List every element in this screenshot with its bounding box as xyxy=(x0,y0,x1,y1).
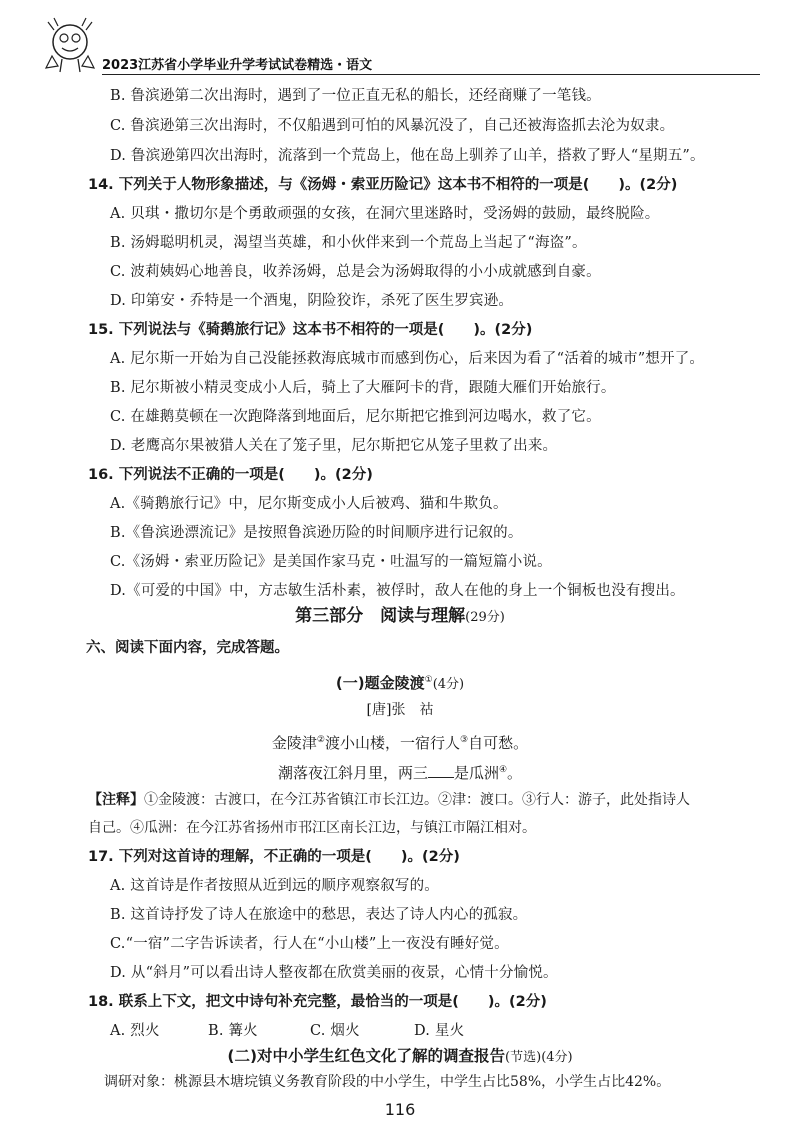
section-six-heading: 六、阅读下面内容，完成答题。 xyxy=(86,640,289,656)
question-15-option-a: A. 尼尔斯一开始为自己没能拯救海底城市而感到伤心，后来因为看了“活着的城市”想开了。 xyxy=(110,351,705,367)
question-16-stem: 16. 下列说法不正确的一项是( )。(2分) xyxy=(88,467,373,483)
part-three-title xyxy=(0,606,800,628)
poem-fill-blank xyxy=(428,763,454,778)
prev-option-d: D. 鲁滨逊第四次出海时，流落到一个荒岛上，他在岛上驯养了山羊，搭救了野人“星期五”。 xyxy=(110,148,705,164)
header-divider xyxy=(102,74,760,75)
notes-line-2: 自己。④瓜洲：在今江苏省扬州市邗江区南长江边，与镇江市隔江相对。 xyxy=(88,820,536,836)
question-14-option-d: D. 印第安・乔特是一个酒鬼，阴险狡诈，杀死了医生罗宾逊。 xyxy=(110,293,514,309)
poem-line-1-footnote-2: ② xyxy=(316,735,325,745)
poem-line-2-part-a: 潮落夜江斜月里，两三 xyxy=(277,764,428,782)
prev-option-c: C. 鲁滨逊第三次出海时，不仅船遇到可怕的风暴沉没了，自己还被海盗抓去沦为奴隶。 xyxy=(110,118,675,134)
question-18-stem: 18. 联系上下文，把文中诗句补充完整，最恰当的一项是( )。(2分) xyxy=(88,994,547,1010)
question-16-option-a: A.《骑鹅旅行记》中，尼尔斯变成小人后被鸡、猫和牛欺负。 xyxy=(110,496,508,512)
poem-line-1-part-b: 渡小山楼，一宿行人 xyxy=(324,734,460,752)
question-17-option-c: C.“一宿”二字告诉读者，行人在“小山楼”上一夜没有睡好觉。 xyxy=(110,936,509,952)
poem-title xyxy=(0,670,800,695)
reading-kids-logo-icon xyxy=(40,16,100,74)
report-title-text: (二)对中小学生红色文化了解的调查报告 xyxy=(227,1047,506,1065)
poem-line-1 xyxy=(0,730,800,753)
report-line-1: 调研对象：桃源县木塘垸镇义务教育阶段的中小学生，中学生占比58%，小学生占比42%。 xyxy=(104,1074,671,1090)
poem-line-1-footnote-3: ③ xyxy=(460,735,469,745)
question-15-option-d: D. 老鹰高尔果被猎人关在了笼子里，尼尔斯把它从笼子里救了出来。 xyxy=(110,438,558,454)
part-three-title-text: 第三部分 阅读与理解 xyxy=(295,606,466,626)
part-three-points: (29分) xyxy=(465,610,505,625)
question-18-option-c: C. 烟火 xyxy=(310,1023,360,1039)
question-18-option-b: B. 篝火 xyxy=(208,1023,258,1039)
poem-line-2-part-c: 。 xyxy=(507,764,523,782)
question-17-option-b: B. 这首诗抒发了诗人在旅途中的愁思，表达了诗人内心的孤寂。 xyxy=(110,907,528,923)
poem-author: [唐]张 祜 xyxy=(366,702,434,718)
poem-line-2-part-b: 是瓜洲 xyxy=(453,764,499,782)
prev-option-b: B. 鲁滨逊第二次出海时，遇到了一位正直无私的船长，还经商赚了一笔钱。 xyxy=(110,88,601,104)
question-17-option-a: A. 这首诗是作者按照从近到远的顺序观察叙写的。 xyxy=(110,878,439,894)
poem-points: (4分) xyxy=(432,677,465,692)
question-16-option-d: D.《可爱的中国》中，方志敏生活朴素，被俘时，敌人在他的身上一个铜板也没有搜出。 xyxy=(110,583,685,599)
notes-line-1 xyxy=(88,790,690,810)
poem-title-footnote-mark: ① xyxy=(424,675,433,685)
poem-line-2 xyxy=(0,760,800,783)
question-15-stem: 15. 下列说法与《骑鹅旅行记》这本书不相符的一项是( )。(2分) xyxy=(88,322,533,338)
question-14-stem: 14. 下列关于人物形象描述，与《汤姆・索亚历险记》这本书不相符的一项是( )。(2分) xyxy=(88,177,678,193)
report-title xyxy=(0,1046,800,1068)
question-18-option-a: A. 烈火 xyxy=(110,1023,160,1039)
poem-line-1-part-a: 金陵津 xyxy=(271,734,317,752)
report-subtitle: (节选)(4分) xyxy=(505,1050,573,1065)
question-16-option-b: B.《鲁滨逊漂流记》是按照鲁滨逊历险的时间顺序进行记叙的。 xyxy=(110,525,523,541)
header-title: 2023江苏省小学毕业升学考试试卷精选・语文 xyxy=(102,58,373,73)
question-16-option-c: C.《汤姆・索亚历险记》是美国作家马克・吐温写的一篇短篇小说。 xyxy=(110,554,552,570)
question-17-option-d: D. 从“斜月”可以看出诗人整夜都在欣赏美丽的夜景，心情十分愉悦。 xyxy=(110,965,558,981)
notes-line-1-text: ①金陵渡：古渡口，在今江苏省镇江市长江边。②津：渡口。③行人：游子，此处指诗人 xyxy=(144,792,690,808)
question-14-option-b: B. 汤姆聪明机灵，渴望当英雄，和小伙伴来到一个荒岛上当起了“海盗”。 xyxy=(110,235,587,251)
poem-line-1-part-c: 自可愁。 xyxy=(468,734,529,752)
notes-label: 【注释】 xyxy=(88,792,144,808)
page-number: 116 xyxy=(384,1100,416,1119)
poem-title-text: (一)题金陵渡 xyxy=(335,674,425,692)
question-18-option-d: D. 星火 xyxy=(414,1023,465,1039)
question-15-option-b: B. 尼尔斯被小精灵变成小人后，骑上了大雁阿卡的背，跟随大雁们开始旅行。 xyxy=(110,380,616,396)
question-17-stem: 17. 下列对这首诗的理解，不正确的一项是( )。(2分) xyxy=(88,849,460,865)
page-header xyxy=(40,16,760,80)
question-14-option-a: A. 贝琪・撒切尔是个勇敢顽强的女孩，在洞穴里迷路时，受汤姆的鼓励，最终脱险。 xyxy=(110,206,660,222)
question-15-option-c: C. 在雄鹅莫顿在一次跑降落到地面后，尼尔斯把它推到河边喝水，救了它。 xyxy=(110,409,601,425)
question-14-option-c: C. 波莉姨妈心地善良，收养汤姆，总是会为汤姆取得的小小成就感到自豪。 xyxy=(110,264,601,280)
poem-line-2-footnote-4: ④ xyxy=(498,765,508,775)
